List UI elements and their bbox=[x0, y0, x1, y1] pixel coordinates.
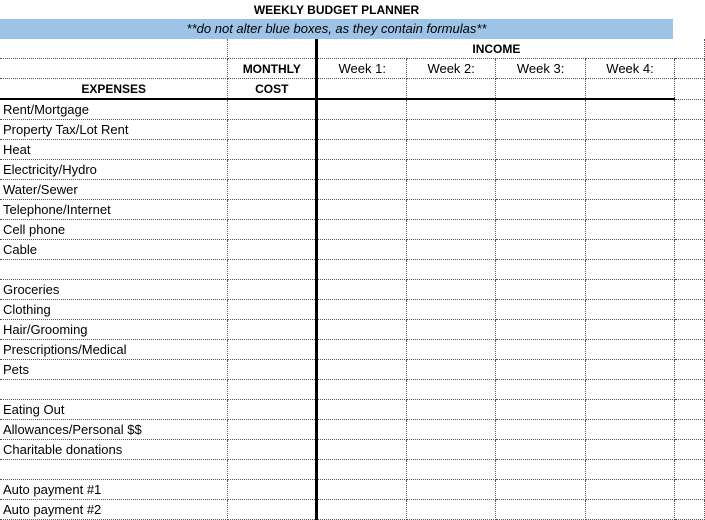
cell[interactable] bbox=[407, 79, 496, 100]
week-1-cell[interactable] bbox=[317, 340, 407, 360]
expense-label-cell[interactable]: Property Tax/Lot Rent bbox=[0, 120, 228, 140]
monthly-cost-cell[interactable] bbox=[228, 200, 317, 220]
week-2-cell[interactable] bbox=[407, 120, 496, 140]
week-1-cell[interactable] bbox=[317, 220, 407, 240]
expense-row bbox=[0, 280, 705, 300]
cell[interactable] bbox=[674, 500, 704, 520]
monthly-cost-cell[interactable] bbox=[228, 400, 317, 420]
monthly-cost-cell[interactable] bbox=[228, 180, 317, 200]
expense-row bbox=[0, 260, 705, 280]
week-2-cell[interactable] bbox=[407, 280, 496, 300]
week-2-cell[interactable] bbox=[407, 220, 496, 240]
expense-row bbox=[0, 220, 705, 240]
expense-label-cell[interactable]: Prescriptions/Medical bbox=[0, 340, 228, 360]
expense-label-cell[interactable]: Eating Out bbox=[0, 400, 228, 420]
cell[interactable] bbox=[674, 120, 704, 140]
expense-row bbox=[0, 380, 705, 400]
formula-notice-banner: **do not alter blue boxes, as they contain formulas** bbox=[0, 19, 673, 39]
week-2-cell[interactable] bbox=[407, 420, 496, 440]
week-1-cell[interactable] bbox=[317, 320, 407, 340]
cell[interactable] bbox=[674, 160, 704, 180]
week-4-cell[interactable] bbox=[586, 99, 675, 120]
expense-label-cell[interactable]: Rent/Mortgage bbox=[0, 99, 228, 120]
week-3-cell[interactable] bbox=[496, 240, 586, 260]
week-1-cell[interactable] bbox=[317, 180, 407, 200]
expense-label-cell[interactable]: Water/Sewer bbox=[0, 180, 228, 200]
expense-label-cell[interactable]: Charitable donations bbox=[0, 440, 228, 460]
week-4-cell[interactable] bbox=[586, 160, 675, 180]
expense-label-cell[interactable]: Heat bbox=[0, 140, 228, 160]
week-1-cell[interactable] bbox=[317, 240, 407, 260]
monthly-cost-cell[interactable] bbox=[228, 340, 317, 360]
cell[interactable] bbox=[674, 320, 704, 340]
week-4-cell[interactable] bbox=[586, 140, 675, 160]
week-4-cell[interactable] bbox=[586, 440, 675, 460]
cell[interactable] bbox=[496, 79, 586, 100]
week-1-cell[interactable] bbox=[317, 400, 407, 420]
expense-row bbox=[0, 360, 705, 380]
week-1-cell[interactable] bbox=[317, 460, 407, 480]
expense-label-cell[interactable] bbox=[0, 380, 228, 400]
cell[interactable] bbox=[674, 59, 704, 79]
week-2-cell[interactable] bbox=[407, 380, 496, 400]
cell[interactable] bbox=[674, 360, 704, 380]
week-3-cell[interactable] bbox=[496, 180, 586, 200]
expense-row bbox=[0, 160, 705, 180]
week-4-cell[interactable] bbox=[586, 200, 675, 220]
week-4-cell[interactable] bbox=[586, 180, 675, 200]
expense-label-cell[interactable]: Cell phone bbox=[0, 220, 228, 240]
cell[interactable] bbox=[674, 420, 704, 440]
week-2-cell[interactable] bbox=[407, 260, 496, 280]
week-2-cell[interactable] bbox=[407, 160, 496, 180]
expense-label-cell[interactable]: Clothing bbox=[0, 300, 228, 320]
cell[interactable] bbox=[674, 460, 704, 480]
week-2-cell[interactable] bbox=[407, 180, 496, 200]
week-1-cell[interactable] bbox=[317, 260, 407, 280]
week-3-cell[interactable] bbox=[496, 460, 586, 480]
expense-row bbox=[0, 340, 705, 360]
week-2-cell[interactable] bbox=[407, 340, 496, 360]
week-3-cell[interactable] bbox=[496, 260, 586, 280]
expenses-header: EXPENSES bbox=[0, 79, 228, 100]
week-3-cell[interactable] bbox=[496, 280, 586, 300]
cell[interactable] bbox=[674, 220, 704, 240]
week-2-cell[interactable] bbox=[407, 200, 496, 220]
monthly-cost-cell[interactable] bbox=[228, 320, 317, 340]
monthly-cost-cell[interactable] bbox=[228, 140, 317, 160]
week-4-cell[interactable] bbox=[586, 400, 675, 420]
monthly-cost-cell[interactable] bbox=[228, 99, 317, 120]
expense-row bbox=[0, 300, 705, 320]
week-1-cell[interactable] bbox=[317, 440, 407, 460]
monthly-cost-cell[interactable] bbox=[228, 420, 317, 440]
monthly-cost-cell[interactable] bbox=[228, 240, 317, 260]
week-1-cell[interactable] bbox=[317, 300, 407, 320]
expense-row bbox=[0, 500, 705, 520]
week-4-cell[interactable] bbox=[586, 240, 675, 260]
week-3-cell[interactable] bbox=[496, 140, 586, 160]
week-1-cell[interactable] bbox=[317, 99, 407, 120]
expense-row bbox=[0, 440, 705, 460]
cell[interactable] bbox=[674, 260, 704, 280]
cell[interactable] bbox=[674, 380, 704, 400]
monthly-cost-cell[interactable] bbox=[228, 220, 317, 240]
week-1-cell[interactable] bbox=[317, 480, 407, 500]
cell[interactable] bbox=[228, 39, 317, 59]
week-4-cell[interactable] bbox=[586, 500, 675, 520]
expense-row bbox=[0, 480, 705, 500]
expense-row bbox=[0, 180, 705, 200]
week-4-cell[interactable] bbox=[586, 260, 675, 280]
week-2-cell[interactable] bbox=[407, 240, 496, 260]
week-4-cell[interactable] bbox=[586, 220, 675, 240]
monthly-cost-cell[interactable] bbox=[228, 160, 317, 180]
week-1-cell[interactable] bbox=[317, 500, 407, 520]
week-2-cell[interactable] bbox=[407, 320, 496, 340]
week-4-cell[interactable] bbox=[586, 480, 675, 500]
expense-row bbox=[0, 400, 705, 420]
monthly-cost-cell[interactable] bbox=[228, 380, 317, 400]
expense-row bbox=[0, 460, 705, 480]
week-1-cell[interactable] bbox=[317, 160, 407, 180]
header-row-income bbox=[0, 39, 705, 59]
week-3-cell[interactable] bbox=[496, 220, 586, 240]
cell[interactable] bbox=[674, 79, 704, 100]
expense-row bbox=[0, 240, 705, 260]
week-4-cell[interactable] bbox=[586, 340, 675, 360]
expense-label-cell[interactable]: Hair/Grooming bbox=[0, 320, 228, 340]
week-3-cell[interactable] bbox=[496, 320, 586, 340]
week-4-header: Week 4: bbox=[586, 59, 675, 79]
expense-label-cell[interactable]: Telephone/Internet bbox=[0, 200, 228, 220]
week-2-cell[interactable] bbox=[407, 99, 496, 120]
week-3-cell[interactable] bbox=[496, 500, 586, 520]
week-3-cell[interactable] bbox=[496, 160, 586, 180]
cell[interactable] bbox=[674, 200, 704, 220]
expense-label-cell[interactable]: Cable bbox=[0, 240, 228, 260]
week-3-header: Week 3: bbox=[496, 59, 586, 79]
week-2-cell[interactable] bbox=[407, 400, 496, 420]
expense-row bbox=[0, 140, 705, 160]
cell[interactable] bbox=[674, 280, 704, 300]
cell[interactable] bbox=[674, 300, 704, 320]
expense-row bbox=[0, 99, 705, 120]
week-1-cell[interactable] bbox=[317, 140, 407, 160]
expense-label-cell[interactable] bbox=[0, 460, 228, 480]
week-1-cell[interactable] bbox=[317, 360, 407, 380]
expense-label-cell[interactable] bbox=[0, 260, 228, 280]
expense-label-cell[interactable]: Electricity/Hydro bbox=[0, 160, 228, 180]
week-3-cell[interactable] bbox=[496, 300, 586, 320]
cell[interactable] bbox=[674, 39, 704, 59]
expense-row bbox=[0, 320, 705, 340]
cell[interactable] bbox=[674, 480, 704, 500]
week-3-cell[interactable] bbox=[496, 200, 586, 220]
week-4-cell[interactable] bbox=[586, 300, 675, 320]
week-4-cell[interactable] bbox=[586, 320, 675, 340]
sheet-title: WEEKLY BUDGET PLANNER bbox=[253, 3, 420, 17]
week-3-cell[interactable] bbox=[496, 99, 586, 120]
monthly-cost-cell[interactable] bbox=[228, 300, 317, 320]
cell[interactable] bbox=[0, 59, 228, 79]
week-4-cell[interactable] bbox=[586, 380, 675, 400]
week-4-cell[interactable] bbox=[586, 420, 675, 440]
week-1-header: Week 1: bbox=[317, 59, 407, 79]
week-1-cell[interactable] bbox=[317, 120, 407, 140]
income-header: INCOME bbox=[317, 39, 675, 59]
cell[interactable] bbox=[317, 79, 407, 100]
week-4-cell[interactable] bbox=[586, 120, 675, 140]
week-2-cell[interactable] bbox=[407, 360, 496, 380]
week-2-cell[interactable] bbox=[407, 440, 496, 460]
monthly-cost-cell[interactable] bbox=[228, 460, 317, 480]
week-3-cell[interactable] bbox=[496, 340, 586, 360]
header-row-weeks bbox=[0, 59, 705, 79]
monthly-cost-cell[interactable] bbox=[228, 260, 317, 280]
week-1-cell[interactable] bbox=[317, 280, 407, 300]
monthly-cost-cell[interactable] bbox=[228, 280, 317, 300]
cell[interactable] bbox=[674, 440, 704, 460]
week-4-cell[interactable] bbox=[586, 360, 675, 380]
week-1-cell[interactable] bbox=[317, 420, 407, 440]
cell[interactable] bbox=[0, 39, 228, 59]
expense-label-cell[interactable]: Auto payment #1 bbox=[0, 480, 228, 500]
cell[interactable] bbox=[674, 340, 704, 360]
expense-row bbox=[0, 420, 705, 440]
monthly-cost-cell[interactable] bbox=[228, 480, 317, 500]
expense-row bbox=[0, 120, 705, 140]
expense-label-cell[interactable]: Pets bbox=[0, 360, 228, 380]
week-2-cell[interactable] bbox=[407, 500, 496, 520]
expense-row bbox=[0, 200, 705, 220]
week-2-cell[interactable] bbox=[407, 480, 496, 500]
cell[interactable] bbox=[674, 140, 704, 160]
cell[interactable] bbox=[674, 99, 704, 120]
week-3-cell[interactable] bbox=[496, 480, 586, 500]
expense-label-cell[interactable]: Auto payment #2 bbox=[0, 500, 228, 520]
week-3-cell[interactable] bbox=[496, 120, 586, 140]
cost-header: COST bbox=[228, 79, 317, 100]
expense-label-cell[interactable]: Groceries bbox=[0, 280, 228, 300]
week-2-cell[interactable] bbox=[407, 460, 496, 480]
week-1-cell[interactable] bbox=[317, 380, 407, 400]
cell[interactable] bbox=[674, 240, 704, 260]
monthly-cost-cell[interactable] bbox=[228, 360, 317, 380]
cell[interactable] bbox=[674, 400, 704, 420]
header-row-expenses bbox=[0, 79, 705, 100]
monthly-cost-cell[interactable] bbox=[228, 500, 317, 520]
week-3-cell[interactable] bbox=[496, 440, 586, 460]
budget-grid bbox=[0, 39, 705, 520]
expense-label-cell[interactable]: Allowances/Personal $$ bbox=[0, 420, 228, 440]
week-3-cell[interactable] bbox=[496, 420, 586, 440]
week-2-cell[interactable] bbox=[407, 140, 496, 160]
week-2-header: Week 2: bbox=[407, 59, 496, 79]
monthly-cost-cell[interactable] bbox=[228, 120, 317, 140]
week-2-cell[interactable] bbox=[407, 300, 496, 320]
cell[interactable] bbox=[674, 180, 704, 200]
monthly-header: MONTHLY bbox=[228, 59, 317, 79]
week-3-cell[interactable] bbox=[496, 400, 586, 420]
week-4-cell[interactable] bbox=[586, 280, 675, 300]
week-1-cell[interactable] bbox=[317, 200, 407, 220]
week-4-cell[interactable] bbox=[586, 460, 675, 480]
cell[interactable] bbox=[586, 79, 675, 100]
monthly-cost-cell[interactable] bbox=[228, 440, 317, 460]
week-3-cell[interactable] bbox=[496, 380, 586, 400]
week-3-cell[interactable] bbox=[496, 360, 586, 380]
